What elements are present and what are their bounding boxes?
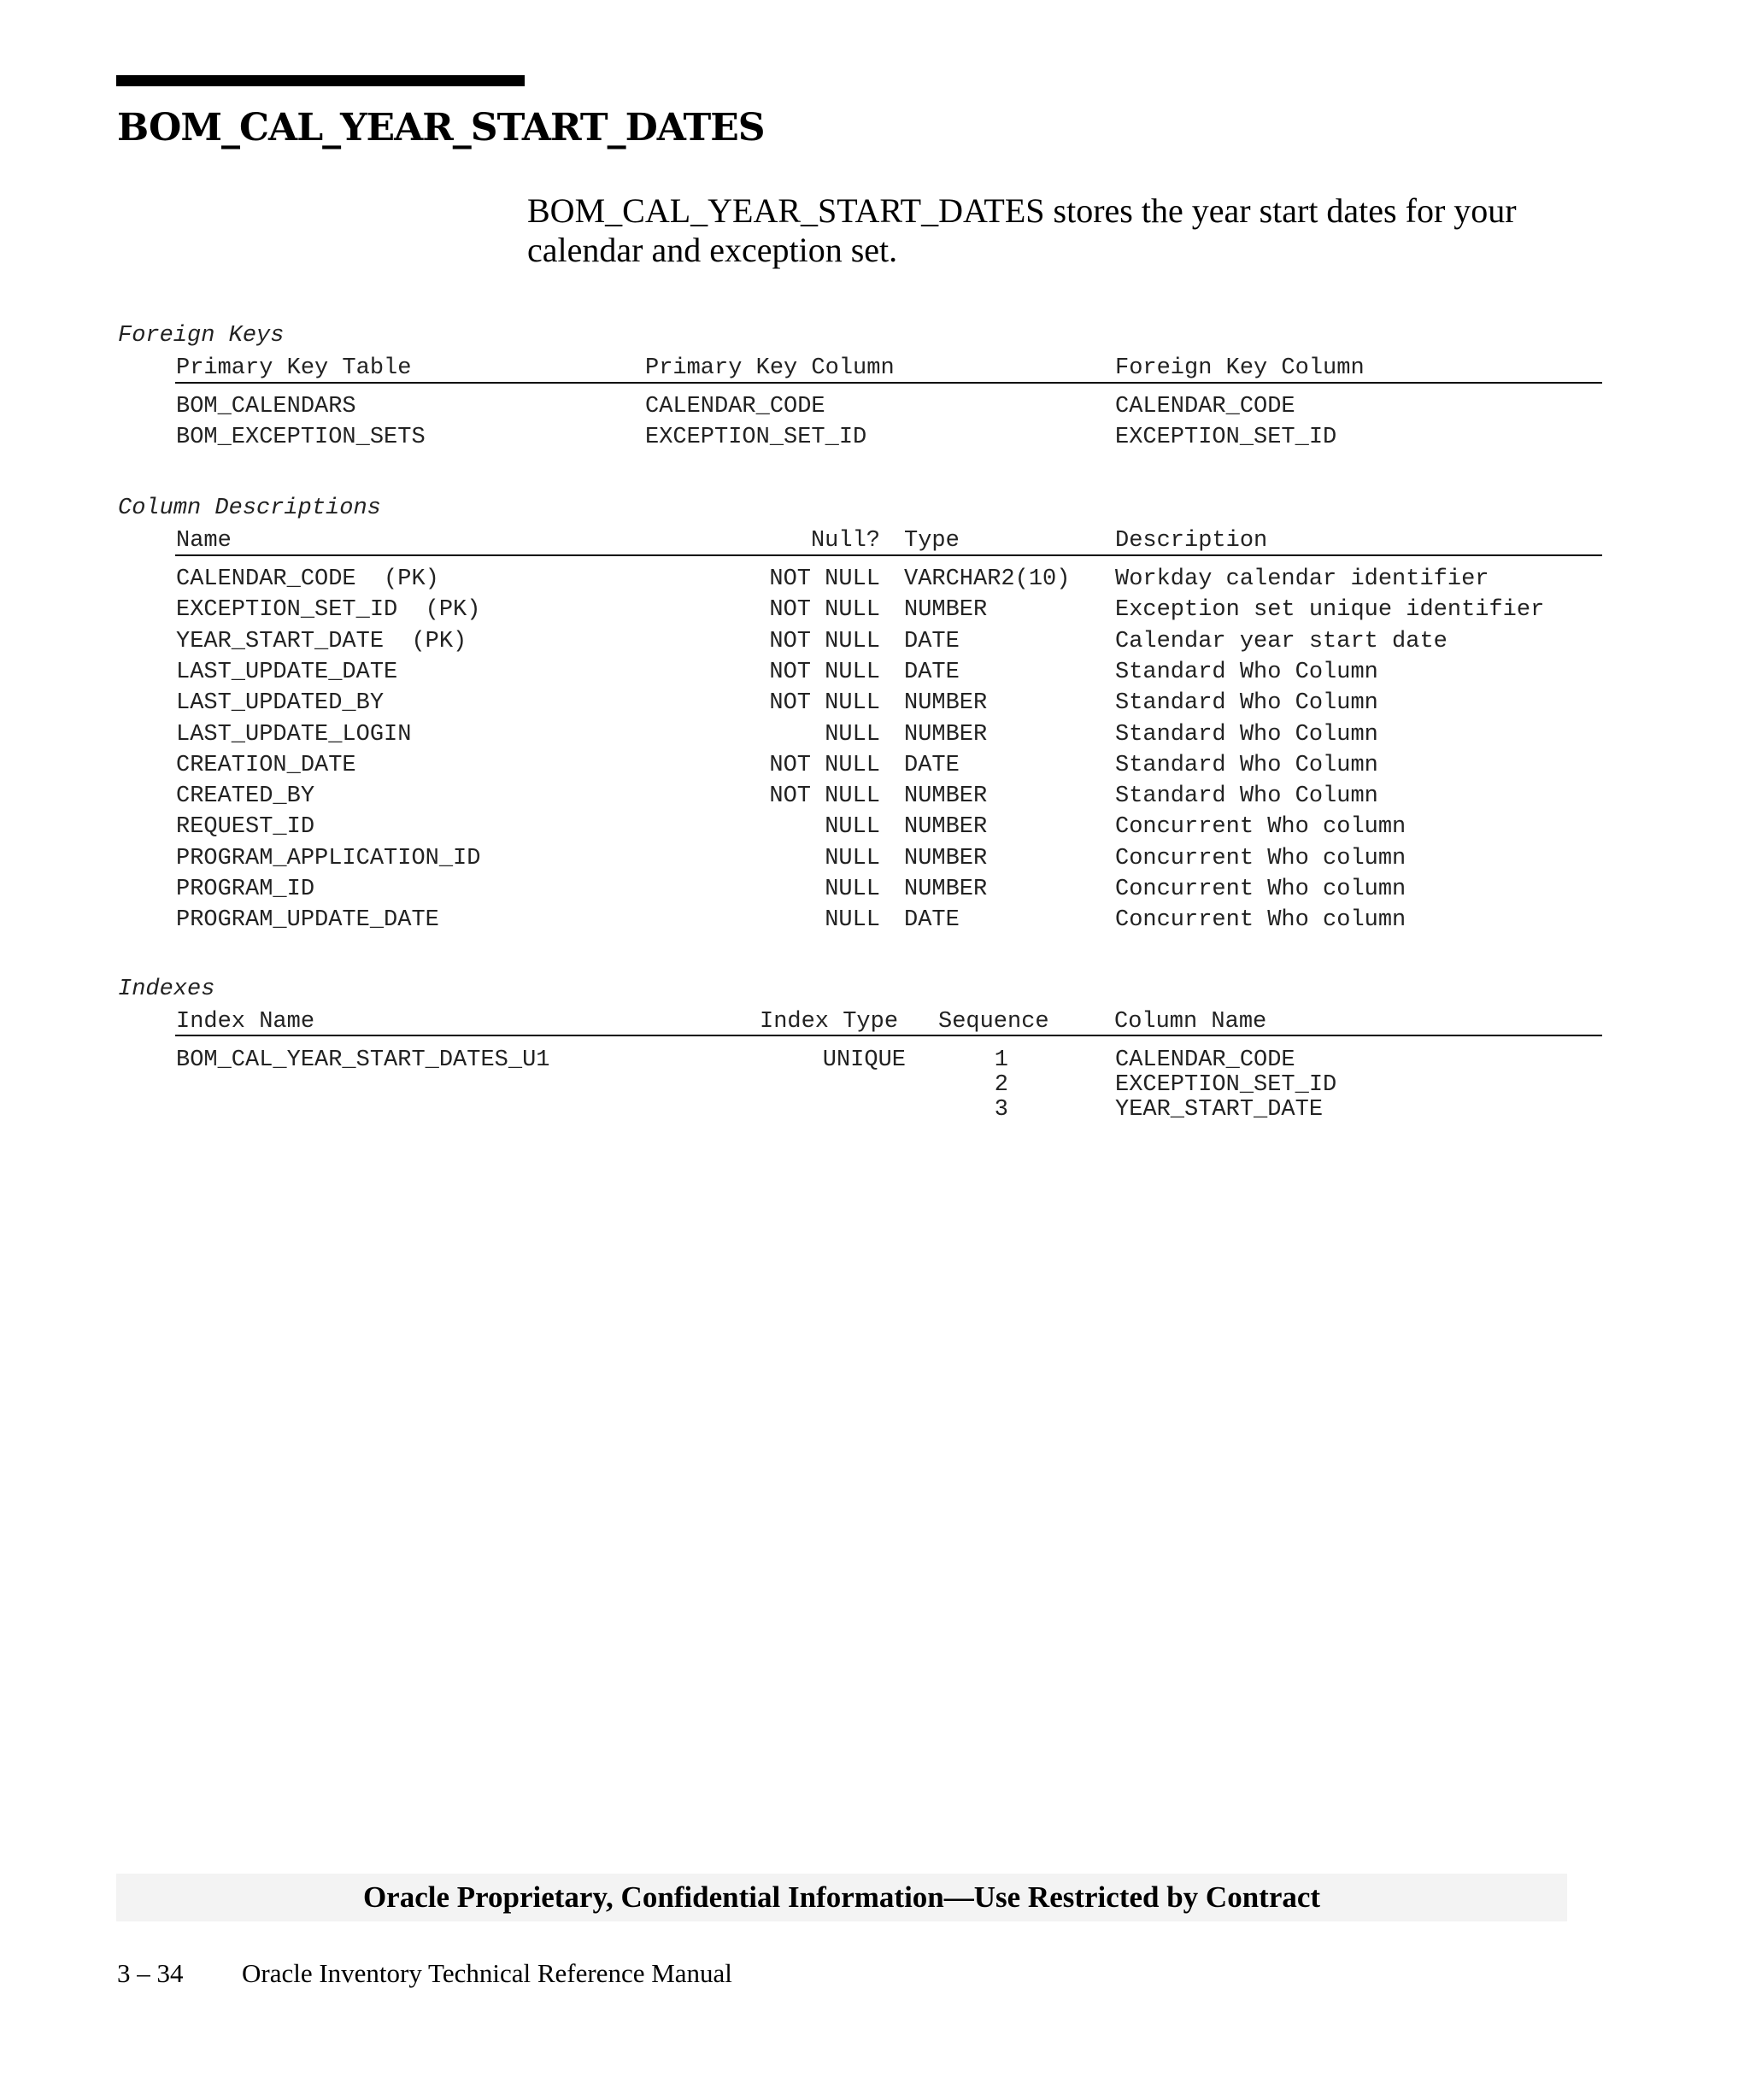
column-name: LAST_UPDATE_DATE: [176, 659, 398, 685]
column-null: NOT NULL: [769, 628, 880, 654]
column-type: NUMBER: [904, 877, 988, 902]
column-description: Exception set unique identifier: [1115, 597, 1545, 624]
fk-foreign-column: EXCEPTION_SET_ID: [1115, 425, 1337, 450]
index-name: BOM_CAL_YEAR_START_DATES_U1: [176, 1047, 550, 1073]
column-type: NUMBER: [904, 783, 988, 810]
indexes-label: Indexes: [118, 977, 215, 1002]
col-header-rule: [175, 554, 1602, 556]
column-description: Concurrent Who column: [1115, 877, 1406, 902]
column-name: CREATED_BY: [176, 783, 315, 810]
column-type: NUMBER: [904, 597, 988, 624]
fk-primary-table: BOM_EXCEPTION_SETS: [176, 425, 426, 450]
column-name: CALENDAR_CODE (PK): [176, 566, 439, 592]
column-name: PROGRAM_UPDATE_DATE: [176, 907, 439, 934]
column-type: NUMBER: [904, 721, 988, 748]
page-title: BOM_CAL_YEAR_START_DATES: [117, 106, 765, 150]
column-null: NOT NULL: [769, 659, 880, 685]
confidentiality-banner: [116, 1874, 1567, 1921]
idx-header-sequence: Sequence: [938, 1009, 1049, 1035]
column-null: NOT NULL: [769, 690, 880, 717]
column-null: NOT NULL: [769, 752, 880, 778]
column-type: DATE: [904, 752, 960, 778]
column-name: PROGRAM_APPLICATION_ID: [176, 845, 481, 871]
column-type: DATE: [904, 659, 960, 685]
column-name: LAST_UPDATED_BY: [176, 690, 385, 717]
fk-primary-column: EXCEPTION_SET_ID: [645, 425, 867, 450]
fk-primary-column: CALENDAR_CODE: [645, 394, 825, 419]
fk-header-primary-key-table: Primary Key Table: [176, 355, 412, 381]
index-type: UNIQUE: [822, 1047, 906, 1073]
page-number: 3 – 34: [117, 1958, 184, 1988]
manual-title: Oracle Inventory Technical Reference Manual: [242, 1958, 732, 1988]
column-row: [0, 783, 1750, 814]
fk-primary-table: BOM_CALENDARS: [176, 394, 356, 419]
column-type: DATE: [904, 628, 960, 654]
column-null: NOT NULL: [769, 597, 880, 624]
column-name: PROGRAM_ID: [176, 877, 315, 902]
column-row: [0, 660, 1750, 690]
foreign-keys-label: Foreign Keys: [118, 323, 285, 349]
column-description: Standard Who Column: [1115, 752, 1378, 778]
index-sequence: 1: [994, 1047, 1008, 1073]
column-type: DATE: [904, 907, 960, 934]
column-description: Workday calendar identifier: [1115, 566, 1489, 592]
column-row: [0, 722, 1750, 753]
column-row: [0, 690, 1750, 721]
column-null: NOT NULL: [769, 566, 880, 592]
column-type: VARCHAR2(10): [904, 566, 1071, 592]
confidentiality-notice: Oracle Proprietary, Confidential Information––Use Restricted by Contract: [362, 1880, 1321, 1914]
column-null: NOT NULL: [769, 783, 880, 810]
idx-header-index-type: Index Type: [760, 1009, 899, 1035]
heading-rule: [116, 75, 525, 86]
fk-header-foreign-key-column: Foreign Key Column: [1115, 355, 1365, 381]
column-row: [0, 907, 1750, 938]
idx-header-column-name: Column Name: [1114, 1009, 1267, 1035]
fk-row: [0, 394, 1750, 425]
column-description: Standard Who Column: [1115, 721, 1378, 748]
column-type: NUMBER: [904, 845, 988, 871]
fk-foreign-column: CALENDAR_CODE: [1115, 394, 1295, 419]
column-name: EXCEPTION_SET_ID (PK): [176, 597, 481, 624]
index-sequence: 2: [994, 1072, 1008, 1098]
fk-header-primary-key-column: Primary Key Column: [645, 355, 895, 381]
column-null: NULL: [825, 877, 880, 902]
column-description: Standard Who Column: [1115, 659, 1378, 685]
index-column-name: CALENDAR_CODE: [1115, 1047, 1295, 1073]
column-description: Standard Who Column: [1115, 690, 1378, 717]
column-type: NUMBER: [904, 690, 988, 717]
index-column-name: YEAR_START_DATE: [1115, 1097, 1324, 1123]
column-row: [0, 753, 1750, 783]
column-null: NULL: [825, 845, 880, 871]
col-header-description: Description: [1115, 528, 1268, 554]
column-row: [0, 597, 1750, 628]
fk-header-rule: [175, 382, 1602, 384]
column-description: Concurrent Who column: [1115, 907, 1406, 934]
column-description: Calendar year start date: [1115, 628, 1448, 654]
idx-header-rule: [175, 1035, 1602, 1036]
column-name: CREATION_DATE: [176, 752, 356, 778]
column-type: NUMBER: [904, 814, 988, 841]
index-row: [0, 1097, 1750, 1128]
column-row: [0, 814, 1750, 845]
column-name: LAST_UPDATE_LOGIN: [176, 721, 412, 748]
column-description: Standard Who Column: [1115, 783, 1378, 810]
col-header-null: Null?: [810, 528, 880, 554]
column-descriptions-label: Column Descriptions: [118, 496, 381, 521]
column-null: NULL: [825, 721, 880, 748]
column-description: Concurrent Who column: [1115, 814, 1406, 841]
index-column-name: EXCEPTION_SET_ID: [1115, 1072, 1337, 1098]
column-row: [0, 846, 1750, 877]
column-row: [0, 566, 1750, 597]
column-description: Concurrent Who column: [1115, 845, 1406, 871]
column-null: NULL: [825, 814, 880, 841]
column-row: [0, 877, 1750, 907]
column-name: YEAR_START_DATE (PK): [176, 628, 467, 654]
fk-row: [0, 425, 1750, 455]
table-description: BOM_CAL_YEAR_START_DATES stores the year start dates for your calendar and exception set.: [527, 191, 1517, 269]
index-sequence: 3: [994, 1097, 1008, 1123]
col-header-name: Name: [176, 528, 232, 554]
idx-header-index-name: Index Name: [176, 1009, 315, 1035]
column-name: REQUEST_ID: [176, 814, 315, 841]
column-null: NULL: [825, 907, 880, 934]
col-header-type: Type: [904, 528, 960, 554]
column-row: [0, 629, 1750, 660]
